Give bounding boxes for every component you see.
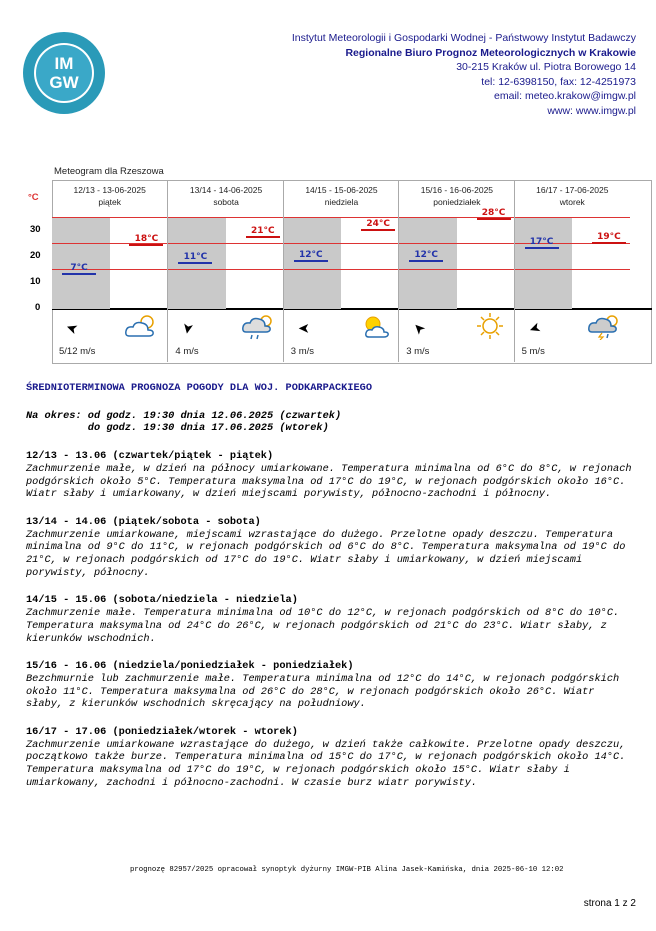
temperature-zone — [284, 217, 399, 309]
day-name: piątek — [98, 197, 122, 207]
day-date: 14/15 - 15-06-2025 — [305, 185, 378, 195]
gridline — [399, 269, 514, 270]
meteogram-day — [398, 180, 514, 362]
wind-speed: 4 m/s — [175, 346, 199, 357]
gridline — [284, 269, 399, 270]
gridline — [284, 243, 399, 244]
max-temperature: 18°C — [129, 234, 163, 246]
min-temperature: 12°C — [409, 250, 443, 262]
min-temperature: 7°C — [62, 263, 96, 275]
forecast-text — [26, 382, 636, 790]
period-to: do godz. 19:30 dnia 17.06.2025 (wtorek) — [26, 422, 329, 435]
section-body: Zachmurzenie umiarkowane wzrastające do dużego, w dzień także całkowite. Przelotne opady deszczu, początkowo także burze. Temperatura minimalna od 15°C do 17°C, w rejonach podgórskich około 14°C. Temperatura maksymalna od 17°C do 19°C, w rejonach podgórskich około 15°C. Wiatr słaby i umiarkowany, zachodni i północno-zachodni. W czasie burz wiatr porywisty. — [26, 738, 626, 789]
day-header — [52, 180, 167, 220]
section-heading: 14/15 - 15.06 (sobota/niedziela - niedziela) — [26, 594, 298, 607]
temperature-zone — [52, 217, 167, 309]
period-from: Na okres: od godz. 19:30 dnia 12.06.2025 (czwartek) — [26, 409, 342, 422]
meteogram-title: Meteogram dla Rzeszowa — [54, 166, 164, 177]
day-date: 13/14 - 14-06-2025 — [189, 185, 263, 195]
address: 30-215 Kraków ul. Piotra Borowego 14 — [456, 61, 636, 73]
meteogram-day — [167, 180, 283, 362]
day-name: niedziela — [324, 197, 359, 207]
institute-header — [292, 31, 636, 118]
gridline — [168, 269, 283, 270]
forecast-footer: prognozę 82957/2025 opracował synoptyk dyżurny IMGW-PIB Alina Jasek-Kamińska, dnia 2025-06-10 12:02 — [130, 866, 564, 874]
svg-text:GW: GW — [49, 73, 79, 92]
wind-speed: 5 m/s — [521, 346, 545, 357]
day-date: 12/13 - 13-06-2025 — [73, 185, 146, 195]
min-temperature: 12°C — [294, 250, 328, 262]
y-tick: 0 — [35, 302, 41, 313]
office-name: Regionalne Biuro Prognoz Meteorologicznych w Krakowie — [345, 46, 636, 59]
storm-cloud-icon — [586, 312, 624, 340]
sun-icon — [471, 312, 509, 340]
max-temperature: 28°C — [477, 208, 511, 220]
gridline — [52, 217, 167, 218]
day-header — [515, 180, 630, 220]
partly-cloudy-icon — [123, 312, 161, 340]
max-temperature: 24°C — [361, 219, 395, 231]
page-number: strona 1 z 2 — [583, 898, 636, 909]
meteogram-day — [52, 180, 167, 362]
wind-speed: 3 m/s — [406, 346, 430, 357]
y-tick: 30 — [30, 224, 41, 235]
email: email: meteo.krakow@imgw.pl — [494, 90, 636, 102]
day-date: 16/17 - 17-06-2025 — [536, 185, 609, 195]
temperature-zone — [515, 217, 630, 309]
section-body: Zachmurzenie umiarkowane, miejscami wzrastające do dużego. Przelotne opady deszczu. Temperatura minimalna od 9°C do 11°C, w rejonach podgórskich od 6°C do 8°C. Temperatura maksymalna od 19°C do 21°C, w rejonach podgórskich od 17°C do 19°C. Wiatr słaby i umiarkowany, w dzień miejscami porywisty, północny. — [26, 528, 626, 579]
sun-cloud-icon — [355, 312, 393, 340]
gridline — [515, 217, 630, 218]
day-date: 15/16 - 16-06-2025 — [420, 185, 494, 195]
temperature-zone — [399, 208, 514, 309]
section-heading: 15/16 - 16.06 (niedziela/poniedziałek - poniedziałek) — [26, 660, 354, 673]
y-tick: 20 — [30, 250, 41, 261]
wind-speed: 3 m/s — [290, 346, 315, 357]
section-heading: 13/14 - 14.06 (piątek/sobota - sobota) — [26, 515, 261, 528]
meteogram-day — [283, 180, 399, 362]
day-header — [284, 180, 399, 220]
section-heading: 16/17 - 17.06 (poniedziałek/wtorek - wtorek) — [26, 726, 298, 739]
wind-direction-icon: ➤ — [408, 319, 429, 339]
day-name: sobota — [213, 197, 239, 207]
meteogram-day — [514, 180, 630, 362]
day-header — [168, 180, 283, 220]
wind-direction-icon: ➤ — [297, 321, 310, 337]
institute-name: Instytut Meteorologii i Gospodarki Wodnej - Państwowy Instytut Badawczy — [291, 32, 636, 44]
rain-cloud-icon — [240, 312, 278, 340]
wind-direction-icon: ➤ — [63, 319, 80, 339]
max-temperature: 21°C — [246, 226, 280, 238]
min-temperature: 11°C — [178, 252, 212, 264]
temperature-zone — [168, 217, 283, 309]
forecast-title: ŚREDNIOTERMINOWA PROGNOZA POGODY DLA WOJ. PODKARPACKIEGO — [26, 382, 373, 394]
min-temperature: 17°C — [525, 237, 559, 249]
section-heading: 12/13 - 13.06 (czwartek/piątek - piątek) — [26, 450, 274, 463]
section-body: Zachmurzenie małe. Temperatura minimalna od 10°C do 12°C, w rejonach podgórskich od 8°C do 10°C. Temperatura maksymalna od 24°C do 26°C, w rejonach podgórskich od 21°C do 23°C. Wiatr słaby, z kierunków wschodnich. — [26, 607, 620, 645]
gridline — [515, 269, 630, 270]
gridline — [168, 217, 283, 218]
night-shade — [284, 217, 342, 309]
imgw-logo — [22, 31, 106, 115]
day-name: wtorek — [559, 197, 585, 207]
day-name: poniedziałek — [433, 197, 481, 207]
gridline — [168, 243, 283, 244]
unit-label: °C — [28, 192, 39, 203]
night-shade — [515, 217, 573, 309]
website: www: www.imgw.pl — [547, 104, 636, 117]
svg-text:IM: IM — [54, 54, 74, 73]
wind-direction-icon: ➤ — [526, 319, 543, 339]
wind-direction-icon: ➤ — [179, 321, 198, 336]
gridline — [399, 243, 514, 244]
section-body: Bezchmurnie lub zachmurzenie małe. Temperatura minimalna od 12°C do 14°C, w rejonach podgórskich około 11°C. Temperatura maksymalna od 26°C do 28°C, w rejonach podgórskich około 26°C. Wiatr słaby, z kierunków wschodnich skręcający na południowy. — [26, 672, 620, 711]
night-shade — [399, 217, 457, 309]
y-tick: 10 — [30, 276, 41, 287]
section-body: Zachmurzenie małe, w dzień na północy umiarkowane. Temperatura minimalna od 6°C do 8°C, w rejonach podgórskich około 5°C. Temperatura maksymalna od 17°C do 19°C, w rejonach podgórskich około 16°C. Wiatr słaby i umiarkowany, w dzień miejscami porywisty, północno-zachodni i północny. — [26, 462, 632, 501]
max-temperature: 19°C — [592, 232, 626, 244]
wind-speed: 5/12 m/s — [59, 346, 96, 357]
meteogram — [24, 166, 628, 366]
phone: tel: 12-6398150, fax: 12-4251973 — [481, 75, 636, 88]
